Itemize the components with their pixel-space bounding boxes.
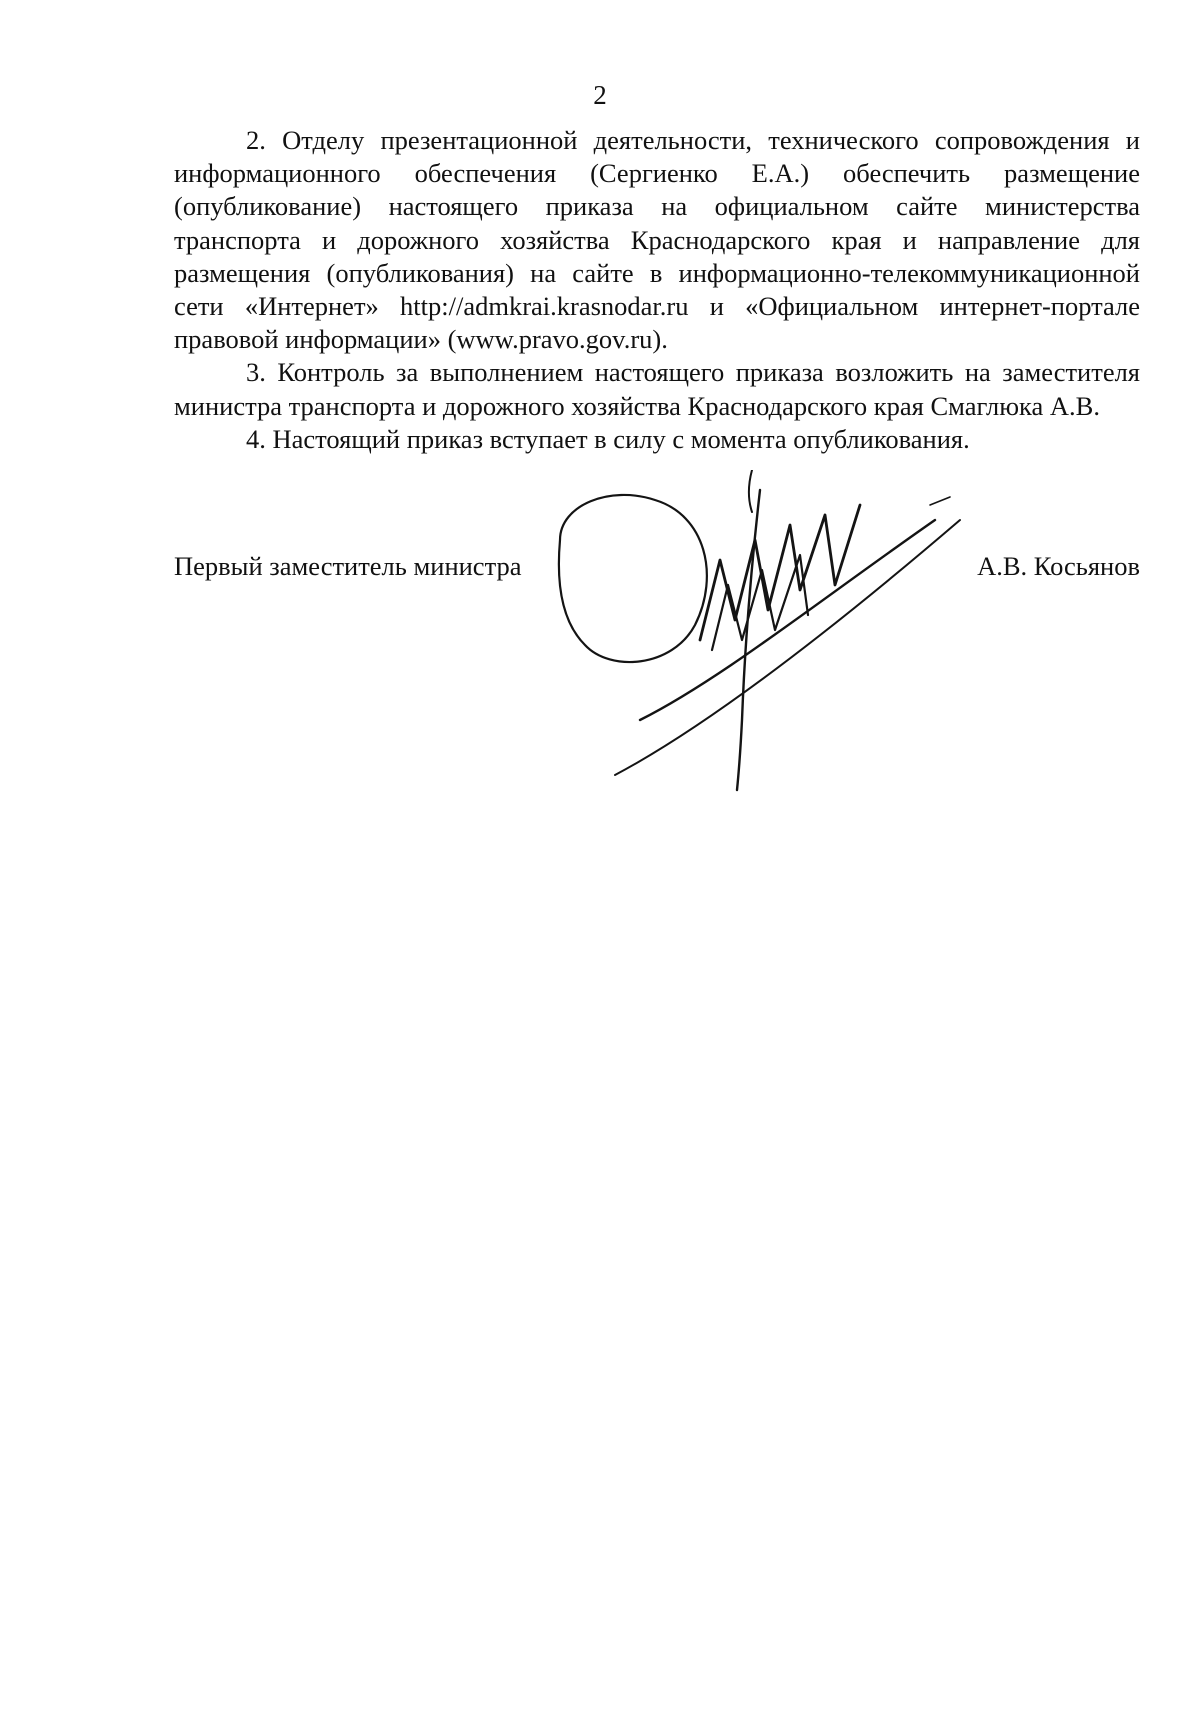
paragraph-3-control: 3. Контроль за выполнением настоящего приказа возложить на заместителя министра транспорта и дорожного хозяйства Краснодарского края Смаглюка А.В. bbox=[174, 357, 1140, 421]
paragraph-4-effective-date: 4. Настоящий приказ вступает в силу с момента опубликования. bbox=[246, 423, 970, 454]
signer-title: Первый заместитель министра bbox=[174, 551, 522, 581]
page-number: 2 bbox=[593, 80, 607, 110]
document-body bbox=[174, 124, 1140, 456]
signer-name: А.В. Косьянов bbox=[977, 551, 1140, 581]
handwritten-signature bbox=[540, 470, 980, 800]
paragraph-2-publication: 2. Отделу презентационной деятельности, технического сопровождения и информационного обеспечения (Сергиенко Е.А.) обеспечить размещение (опубликование) настоящего приказа на официальном сайте министерства транспорта и дорожного хозяйства Краснодарского края и направление для размещения (опубликования) на сайте в информационно-телекоммуникационной сети «Интернет» http://admkrai.krasnodar.ru и «Официальном интернет-портале правовой информации» (www.pravo.gov.ru). bbox=[174, 125, 1140, 355]
